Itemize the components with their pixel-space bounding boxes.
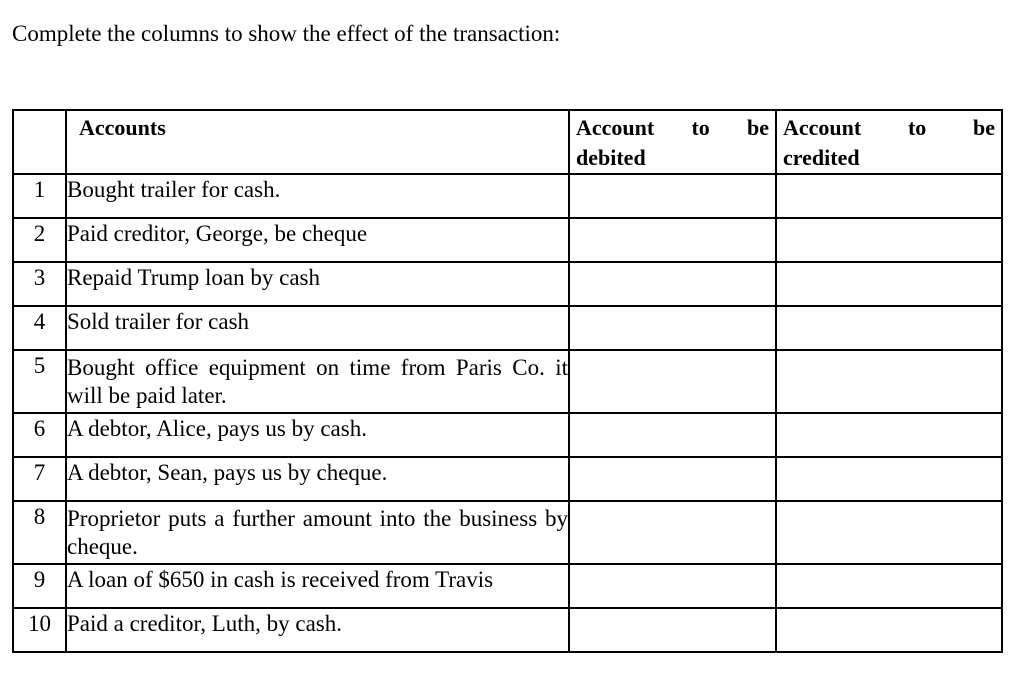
debit-account-cell[interactable] [569, 413, 776, 457]
debit-account-cell[interactable] [569, 501, 776, 564]
debit-account-cell[interactable] [569, 564, 776, 608]
debit-account-cell[interactable] [569, 218, 776, 262]
credit-account-cell[interactable] [776, 174, 1002, 218]
credit-account-cell[interactable] [776, 608, 1002, 652]
table-row [13, 608, 1002, 652]
debited-header [569, 110, 776, 174]
transaction-description: Sold trailer for cash [66, 306, 569, 350]
transaction-description: A debtor, Alice, pays us by cash. [66, 413, 569, 457]
row-number: 7 [13, 457, 66, 501]
transaction-description: Proprietor puts a further amount into the business by cheque. [66, 501, 569, 564]
credited-header-word: be [972, 115, 995, 140]
table-row [13, 306, 1002, 350]
row-number: 2 [13, 218, 66, 262]
credited-header-word: Account [783, 115, 862, 140]
debit-account-cell[interactable] [569, 457, 776, 501]
credit-account-cell[interactable] [776, 218, 1002, 262]
credited-header-line2: credited [783, 145, 860, 170]
transaction-description: A loan of $650 in cash is received from Travis [66, 564, 569, 608]
row-number: 3 [13, 262, 66, 306]
row-number: 9 [13, 564, 66, 608]
row-number: 5 [13, 350, 66, 413]
table-row [13, 350, 1002, 413]
debit-account-cell[interactable] [569, 608, 776, 652]
debit-account-cell[interactable] [569, 306, 776, 350]
table-row [13, 564, 1002, 608]
table-row [13, 457, 1002, 501]
table-row [13, 174, 1002, 218]
table-row [13, 218, 1002, 262]
transaction-description: Bought office equipment on time from Paris Co. it will be paid later. [66, 350, 569, 413]
row-number: 4 [13, 306, 66, 350]
debited-header-word: to [691, 115, 710, 140]
instruction-text: Complete the columns to show the effect of the transaction: [12, 21, 561, 46]
transaction-description: Paid creditor, George, be cheque [66, 218, 569, 262]
credit-account-cell[interactable] [776, 457, 1002, 501]
credit-account-cell[interactable] [776, 413, 1002, 457]
number-header [13, 110, 66, 174]
debited-header-line2: debited [576, 145, 646, 170]
transaction-description: A debtor, Sean, pays us by cheque. [66, 457, 569, 501]
credit-account-cell[interactable] [776, 564, 1002, 608]
transaction-description: Repaid Trump loan by cash [66, 262, 569, 306]
row-number: 6 [13, 413, 66, 457]
credited-header [776, 110, 1002, 174]
accounts-header: Accounts [66, 110, 569, 174]
row-number: 1 [13, 174, 66, 218]
debited-header-word: be [746, 115, 769, 140]
transaction-description: Bought trailer for cash. [66, 174, 569, 218]
table-row [13, 262, 1002, 306]
debit-account-cell[interactable] [569, 262, 776, 306]
table-row [13, 501, 1002, 564]
debited-header-word: Account [576, 115, 655, 140]
credit-account-cell[interactable] [776, 306, 1002, 350]
credit-account-cell[interactable] [776, 262, 1002, 306]
credit-account-cell[interactable] [776, 350, 1002, 413]
row-number: 8 [13, 501, 66, 564]
transactions-table [12, 109, 1003, 653]
row-number: 10 [13, 608, 66, 652]
credit-account-cell[interactable] [776, 501, 1002, 564]
table-row [13, 413, 1002, 457]
table-header-row [13, 110, 1002, 174]
transaction-description: Paid a creditor, Luth, by cash. [66, 608, 569, 652]
debit-account-cell[interactable] [569, 350, 776, 413]
debit-account-cell[interactable] [569, 174, 776, 218]
credited-header-word: to [907, 115, 927, 140]
